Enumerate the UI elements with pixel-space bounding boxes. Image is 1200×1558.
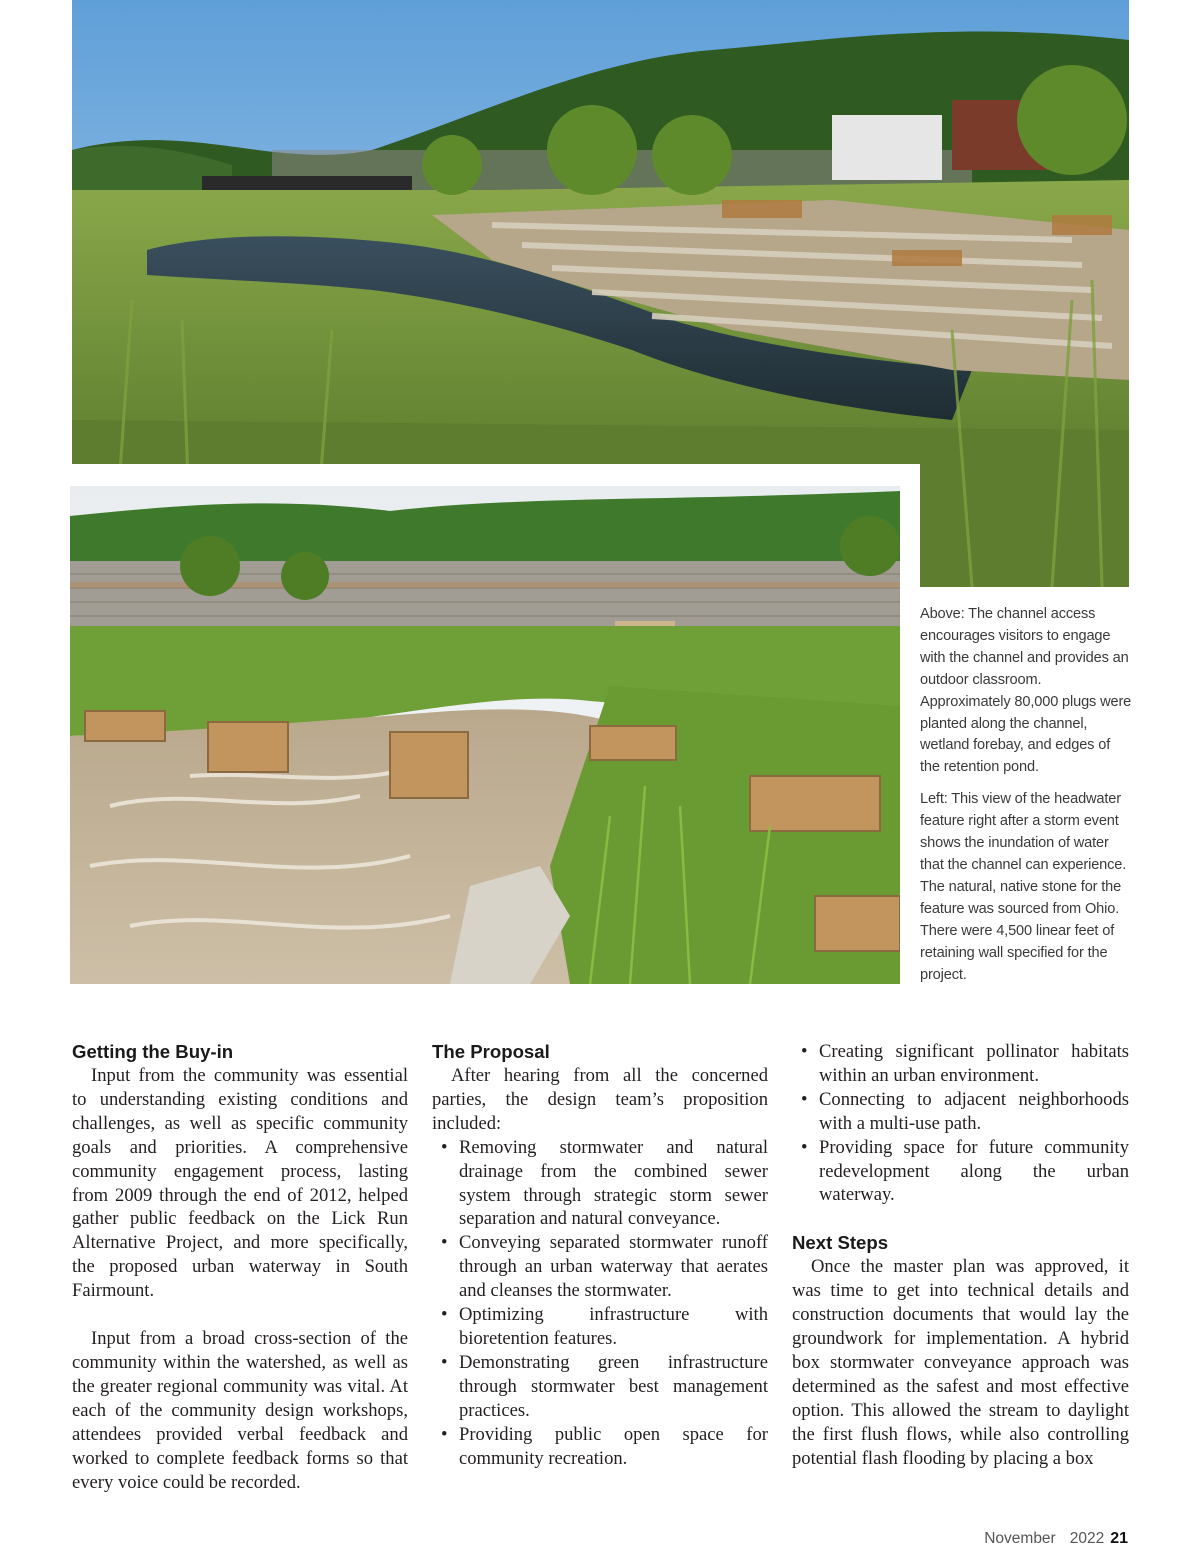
heading-the-proposal: The Proposal <box>432 1041 550 1062</box>
paragraph: After hearing from all the concerned parties, the design team’s proposition included: <box>432 1065 768 1134</box>
heading-getting-the-buy-in: Getting the Buy-in <box>72 1041 234 1062</box>
list-item: • Providing space for future community redevelopment along the urban waterway. <box>792 1136 1129 1208</box>
list-item: • Conveying separated stormwater runoff through an urban waterway that aerates and cleanses the stormwater. <box>432 1231 768 1303</box>
column-next-steps <box>792 1040 1129 1471</box>
issue-year: 2022 <box>1069 1530 1105 1547</box>
list-item: • Connecting to adjacent neighborhoods with a multi-use path. <box>792 1088 1129 1136</box>
caption-above: Above: The channel access encourages visitors to engage with the channel and provides an outdoor classroom. Approximately 80,000 plugs were planted along the channel, wetland forebay, and edges of the retention pond. <box>920 606 1132 776</box>
paragraph: Input from a broad cross-section of the community within the watershed, as well as the greater regional community was vital. At each of the community design workshops, attendees provided verbal feedback and worked to complete feedback forms so that every voice could be recorded. <box>72 1328 408 1493</box>
page-number: 21 <box>1110 1530 1128 1547</box>
list-item: • Removing stormwater and natural drainage from the combined sewer system through strategic storm sewer separation and natural conveyance. <box>432 1136 768 1232</box>
proposal-list <box>432 1136 768 1471</box>
list-item: • Demonstrating green infrastructure through stormwater best management practices. <box>432 1351 768 1423</box>
paragraph: Input from the community was essential to understanding existing conditions and challenges, as well as specific community goals and priorities. A comprehensive community engagement process, lasting from 2009 through the end of 2012, helped gather public feedback on the Lick Run Alternative Project, and more specifically, the proposed urban waterway in South Fairmount. <box>72 1065 408 1302</box>
column-buy-in <box>72 1040 408 1494</box>
headwater-feature-photo <box>70 486 900 984</box>
heading-next-steps: Next Steps <box>792 1232 889 1254</box>
proposal-list-continued <box>792 1040 1129 1207</box>
list-item: • Optimizing infrastructure with bioretention features. <box>432 1303 768 1351</box>
caption-left: Left: This view of the headwater feature right after a storm event shows the inundation of water that the channel can experience. The natural, native stone for the feature was sourced from Ohio. There were 4,500 linear feet of retaining wall specified for the project. <box>920 791 1127 983</box>
page-footer <box>984 1530 1128 1548</box>
column-proposal <box>432 1040 768 1470</box>
paragraph: Once the master plan was approved, it was time to get into technical details and construction documents that would lay the groundwork for implementation. A hybrid box stormwater conveyance approach was determined as the safest and most effective option. This allowed the stream to daylight the first flush flows, while also controlling potential flash flooding by placing a box <box>792 1256 1129 1469</box>
list-item: • Providing public open space for community recreation. <box>432 1423 768 1471</box>
list-item: • Creating significant pollinator habitats within an urban environment. <box>792 1040 1129 1088</box>
issue-month: November <box>984 1530 1056 1547</box>
photo-captions <box>920 604 1132 996</box>
